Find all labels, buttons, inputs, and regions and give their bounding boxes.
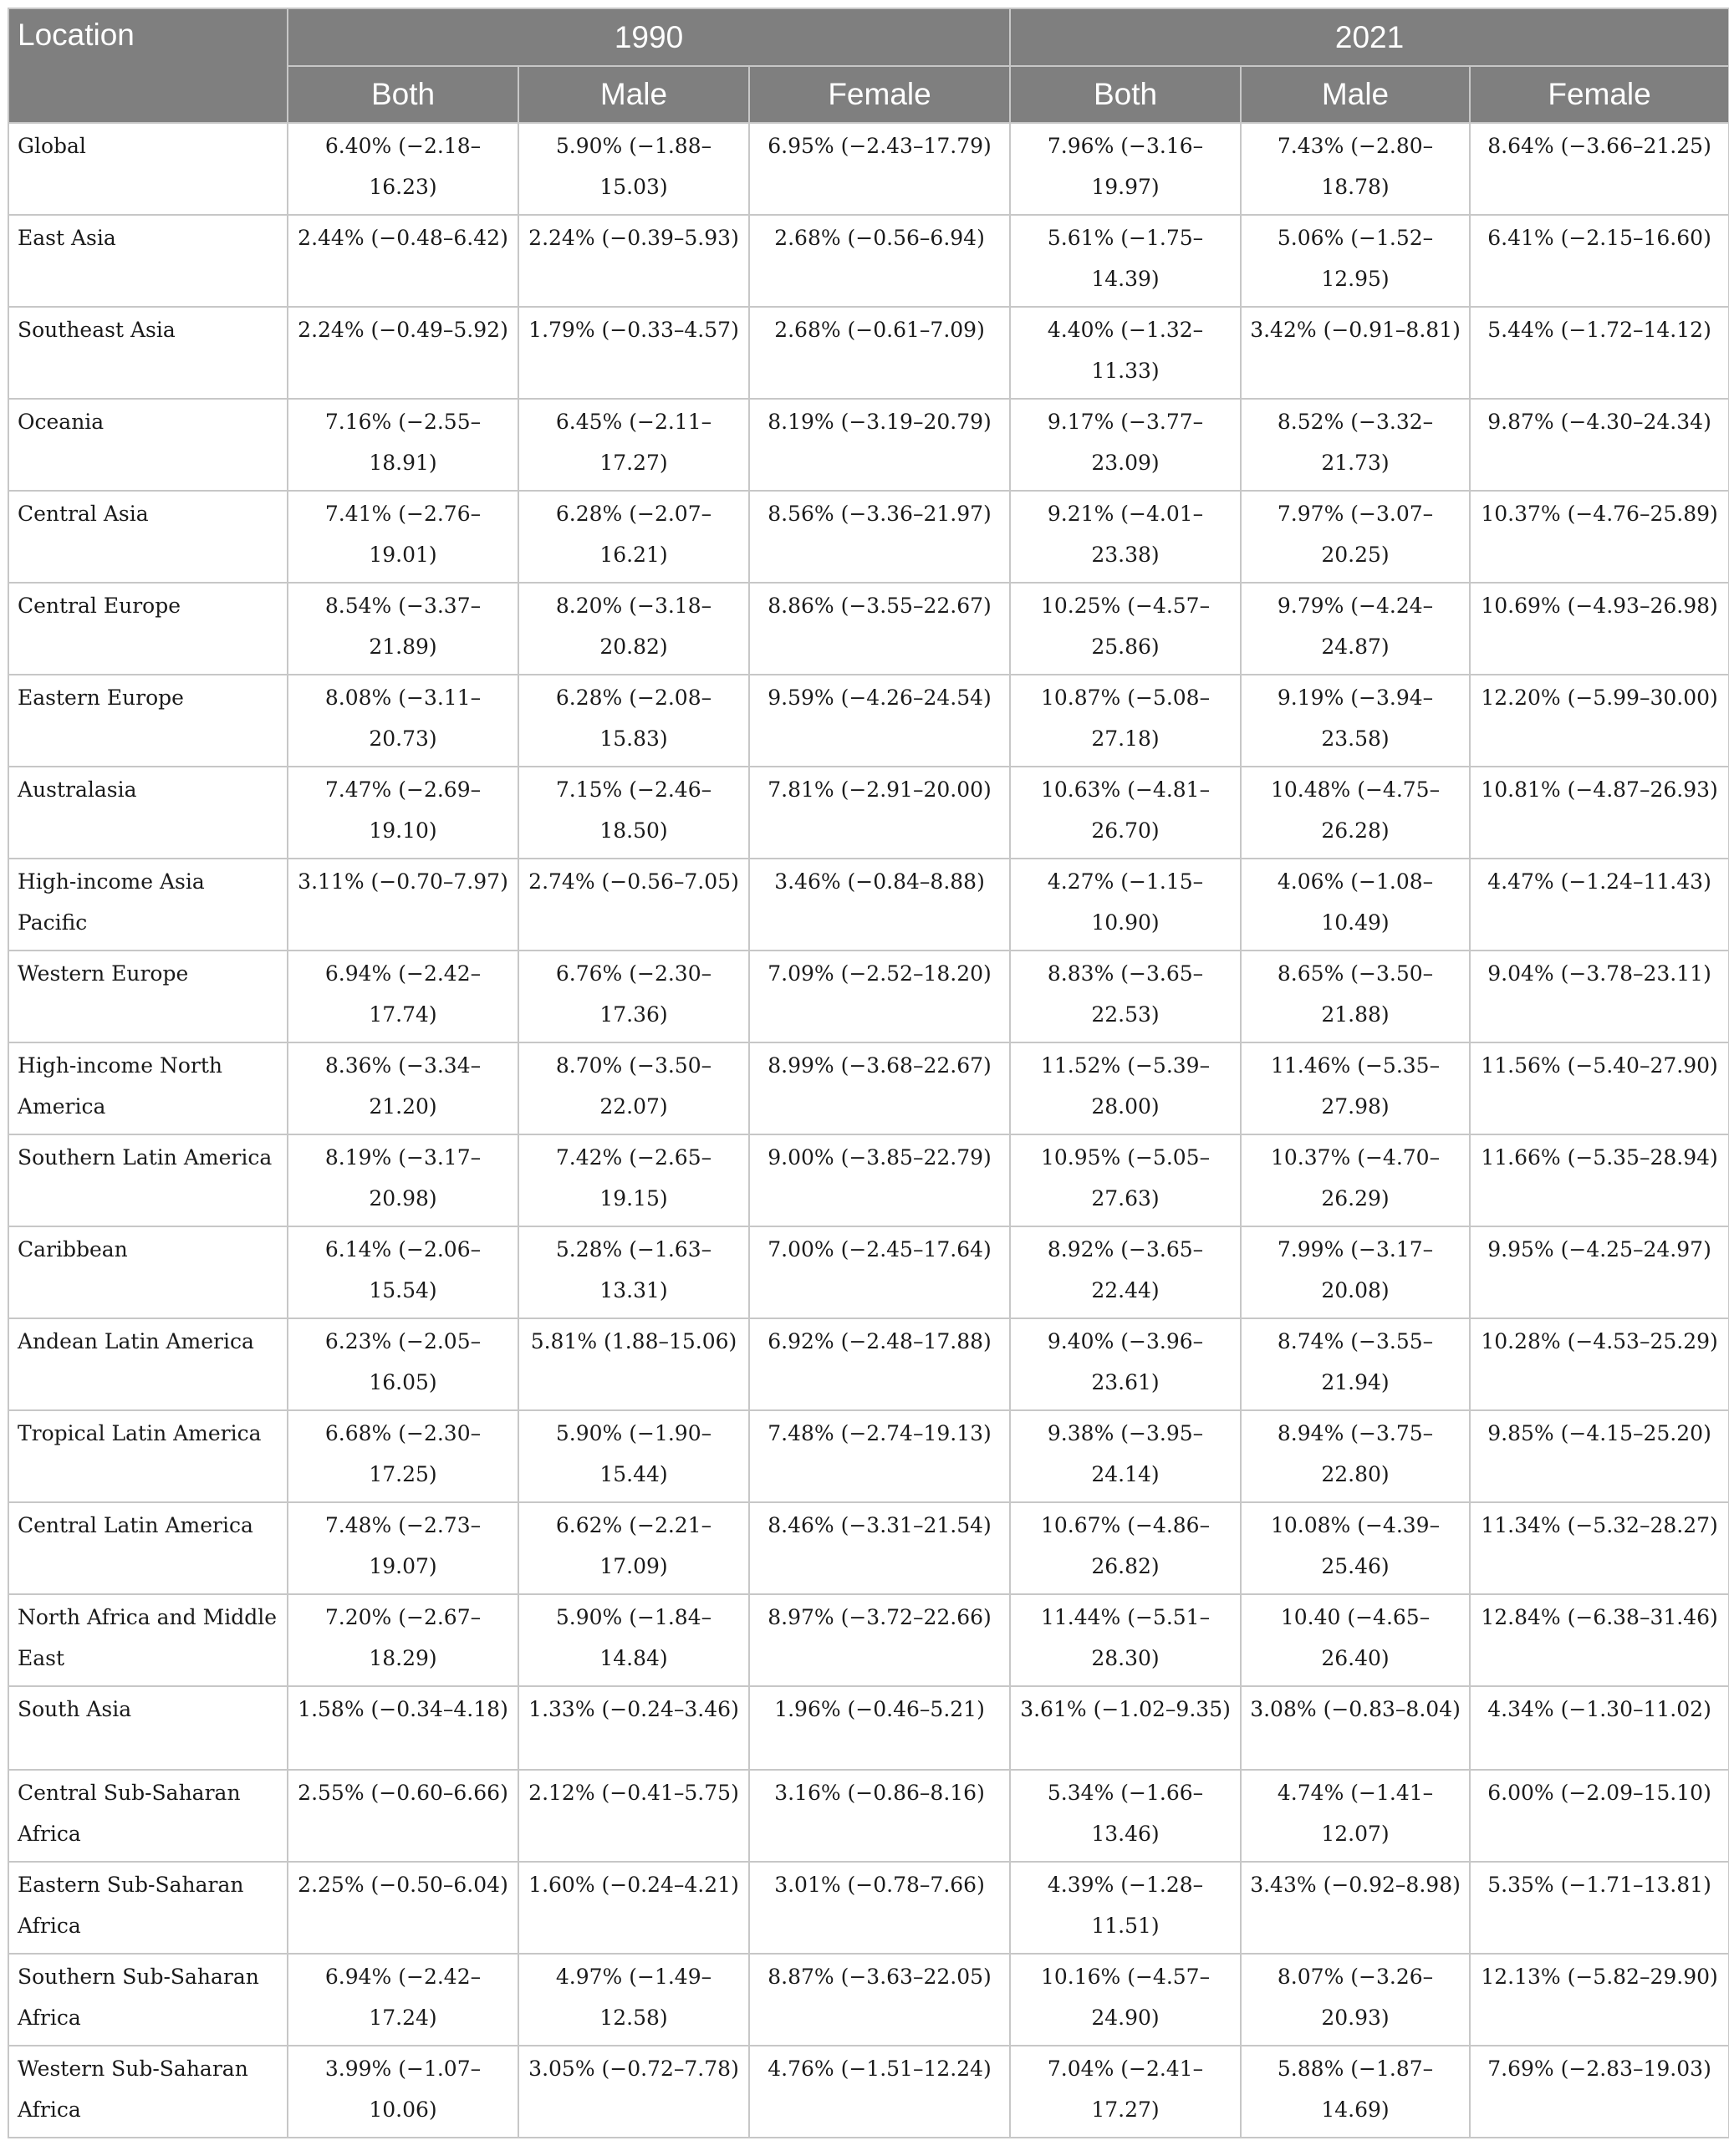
header-1990-male: Male [518, 66, 749, 123]
value-cell: 5.28% (−1.63–13.31) [518, 1226, 749, 1318]
value-cell: 8.87% (−3.63–22.05) [749, 1954, 1010, 2046]
value-cell: 9.04% (−3.78–23.11) [1470, 951, 1729, 1042]
value-cell: 6.68% (−2.30–17.25) [288, 1410, 518, 1502]
value-cell: 8.65% (−3.50–21.88) [1241, 951, 1470, 1042]
value-cell: 2.74% (−0.56–7.05) [518, 859, 749, 951]
table-row [8, 1954, 1729, 2046]
value-cell: 8.08% (−3.11–20.73) [288, 675, 518, 767]
location-cell: Oceania [8, 399, 288, 491]
value-cell: 8.64% (−3.66–21.25) [1470, 123, 1729, 215]
value-cell: 6.92% (−2.48–17.88) [749, 1318, 1010, 1410]
value-cell: 8.52% (−3.32–21.73) [1241, 399, 1470, 491]
value-cell: 10.25% (−4.57–25.86) [1010, 583, 1241, 675]
value-cell: 10.40 (−4.65–26.40) [1241, 1594, 1470, 1686]
location-cell: South Asia [8, 1686, 288, 1770]
value-cell: 10.37% (−4.76–25.89) [1470, 491, 1729, 583]
header-2021-female: Female [1470, 66, 1729, 123]
value-cell: 8.19% (−3.19–20.79) [749, 399, 1010, 491]
value-cell: 1.58% (−0.34–4.18) [288, 1686, 518, 1770]
value-cell: 1.96% (−0.46–5.21) [749, 1686, 1010, 1770]
value-cell: 2.44% (−0.48–6.42) [288, 215, 518, 307]
value-cell: 10.08% (−4.39–25.46) [1241, 1502, 1470, 1594]
value-cell: 4.39% (−1.28–11.51) [1010, 1862, 1241, 1954]
value-cell: 7.99% (−3.17–20.08) [1241, 1226, 1470, 1318]
value-cell: 11.44% (−5.51–28.30) [1010, 1594, 1241, 1686]
value-cell: 2.68% (−0.61–7.09) [749, 307, 1010, 399]
value-cell: 9.17% (−3.77–23.09) [1010, 399, 1241, 491]
value-cell: 6.14% (−2.06–15.54) [288, 1226, 518, 1318]
value-cell: 8.36% (−3.34–21.20) [288, 1042, 518, 1134]
value-cell: 8.83% (−3.65–22.53) [1010, 951, 1241, 1042]
value-cell: 4.34% (−1.30–11.02) [1470, 1686, 1729, 1770]
value-cell: 3.43% (−0.92–8.98) [1241, 1862, 1470, 1954]
header-1990-female: Female [749, 66, 1010, 123]
value-cell: 4.74% (−1.41–12.07) [1241, 1770, 1470, 1862]
table-body [8, 123, 1729, 2138]
table-row [8, 859, 1729, 951]
value-cell: 8.92% (−3.65–22.44) [1010, 1226, 1241, 1318]
value-cell: 5.06% (−1.52–12.95) [1241, 215, 1470, 307]
value-cell: 10.28% (−4.53–25.29) [1470, 1318, 1729, 1410]
value-cell: 7.97% (−3.07–20.25) [1241, 491, 1470, 583]
value-cell: 9.87% (−4.30–24.34) [1470, 399, 1729, 491]
value-cell: 11.52% (−5.39–28.00) [1010, 1042, 1241, 1134]
table-row [8, 1410, 1729, 1502]
value-cell: 8.19% (−3.17–20.98) [288, 1134, 518, 1226]
value-cell: 3.16% (−0.86–8.16) [749, 1770, 1010, 1862]
table-row [8, 399, 1729, 491]
value-cell: 4.97% (−1.49–12.58) [518, 1954, 749, 2046]
value-cell: 2.24% (−0.49–5.92) [288, 307, 518, 399]
location-cell: Western Sub-Saharan Africa [8, 2046, 288, 2138]
table-row [8, 1042, 1729, 1134]
value-cell: 7.00% (−2.45–17.64) [749, 1226, 1010, 1318]
value-cell: 10.16% (−4.57–24.90) [1010, 1954, 1241, 2046]
header-location: Location [8, 8, 288, 123]
table-row [8, 1134, 1729, 1226]
value-cell: 7.09% (−2.52–18.20) [749, 951, 1010, 1042]
table-row [8, 1686, 1729, 1770]
value-cell: 7.41% (−2.76–19.01) [288, 491, 518, 583]
value-cell: 6.00% (−2.09–15.10) [1470, 1770, 1729, 1862]
value-cell: 2.24% (−0.39–5.93) [518, 215, 749, 307]
header-year-2021: 2021 [1010, 8, 1729, 66]
value-cell: 8.70% (−3.50–22.07) [518, 1042, 749, 1134]
value-cell: 5.35% (−1.71–13.81) [1470, 1862, 1729, 1954]
value-cell: 4.47% (−1.24–11.43) [1470, 859, 1729, 951]
location-cell: Southern Sub-Saharan Africa [8, 1954, 288, 2046]
value-cell: 3.08% (−0.83–8.04) [1241, 1686, 1470, 1770]
value-cell: 2.68% (−0.56–6.94) [749, 215, 1010, 307]
value-cell: 7.15% (−2.46–18.50) [518, 767, 749, 859]
table-row [8, 307, 1729, 399]
value-cell: 8.56% (−3.36–21.97) [749, 491, 1010, 583]
table-row [8, 1862, 1729, 1954]
value-cell: 9.40% (−3.96–23.61) [1010, 1318, 1241, 1410]
table-row [8, 675, 1729, 767]
location-cell: Central Latin America [8, 1502, 288, 1594]
value-cell: 10.81% (−4.87–26.93) [1470, 767, 1729, 859]
value-cell: 10.63% (−4.81–26.70) [1010, 767, 1241, 859]
value-cell: 12.20% (−5.99–30.00) [1470, 675, 1729, 767]
value-cell: 7.04% (−2.41–17.27) [1010, 2046, 1241, 2138]
value-cell: 5.90% (−1.88–15.03) [518, 123, 749, 215]
value-cell: 4.40% (−1.32–11.33) [1010, 307, 1241, 399]
value-cell: 2.55% (−0.60–6.66) [288, 1770, 518, 1862]
value-cell: 5.81% (1.88–15.06) [518, 1318, 749, 1410]
value-cell: 7.48% (−2.74–19.13) [749, 1410, 1010, 1502]
value-cell: 8.99% (−3.68–22.67) [749, 1042, 1010, 1134]
table-row [8, 1770, 1729, 1862]
value-cell: 9.85% (−4.15–25.20) [1470, 1410, 1729, 1502]
value-cell: 5.88% (−1.87–14.69) [1241, 2046, 1470, 2138]
value-cell: 8.20% (−3.18–20.82) [518, 583, 749, 675]
value-cell: 1.79% (−0.33–4.57) [518, 307, 749, 399]
location-cell: Eastern Sub-Saharan Africa [8, 1862, 288, 1954]
value-cell: 12.84% (−6.38–31.46) [1470, 1594, 1729, 1686]
value-cell: 3.11% (−0.70–7.97) [288, 859, 518, 951]
location-cell: Southeast Asia [8, 307, 288, 399]
value-cell: 6.94% (−2.42–17.74) [288, 951, 518, 1042]
value-cell: 3.46% (−0.84–8.88) [749, 859, 1010, 951]
value-cell: 10.48% (−4.75–26.28) [1241, 767, 1470, 859]
value-cell: 6.28% (−2.08–15.83) [518, 675, 749, 767]
table-row [8, 951, 1729, 1042]
value-cell: 8.94% (−3.75–22.80) [1241, 1410, 1470, 1502]
value-cell: 9.79% (−4.24–24.87) [1241, 583, 1470, 675]
value-cell: 9.38% (−3.95–24.14) [1010, 1410, 1241, 1502]
location-cell: Australasia [8, 767, 288, 859]
location-cell: High-income North America [8, 1042, 288, 1134]
value-cell: 9.21% (−4.01–23.38) [1010, 491, 1241, 583]
value-cell: 8.46% (−3.31–21.54) [749, 1502, 1010, 1594]
value-cell: 4.27% (−1.15–10.90) [1010, 859, 1241, 951]
value-cell: 11.34% (−5.32–28.27) [1470, 1502, 1729, 1594]
prevalence-table [8, 8, 1729, 2138]
value-cell: 6.62% (−2.21–17.09) [518, 1502, 749, 1594]
value-cell: 3.01% (−0.78–7.66) [749, 1862, 1010, 1954]
location-cell: Central Europe [8, 583, 288, 675]
value-cell: 11.46% (−5.35–27.98) [1241, 1042, 1470, 1134]
value-cell: 3.42% (−0.91–8.81) [1241, 307, 1470, 399]
table-row [8, 1502, 1729, 1594]
location-cell: East Asia [8, 215, 288, 307]
value-cell: 8.86% (−3.55–22.67) [749, 583, 1010, 675]
value-cell: 5.61% (−1.75–14.39) [1010, 215, 1241, 307]
value-cell: 11.56% (−5.40–27.90) [1470, 1042, 1729, 1134]
value-cell: 1.60% (−0.24–4.21) [518, 1862, 749, 1954]
value-cell: 2.12% (−0.41–5.75) [518, 1770, 749, 1862]
location-cell: Central Sub-Saharan Africa [8, 1770, 288, 1862]
table-row [8, 123, 1729, 215]
value-cell: 7.43% (−2.80–18.78) [1241, 123, 1470, 215]
value-cell: 2.25% (−0.50–6.04) [288, 1862, 518, 1954]
value-cell: 7.16% (−2.55–18.91) [288, 399, 518, 491]
value-cell: 9.95% (−4.25–24.97) [1470, 1226, 1729, 1318]
value-cell: 5.90% (−1.90–15.44) [518, 1410, 749, 1502]
value-cell: 6.41% (−2.15–16.60) [1470, 215, 1729, 307]
value-cell: 8.97% (−3.72–22.66) [749, 1594, 1010, 1686]
value-cell: 9.00% (−3.85–22.79) [749, 1134, 1010, 1226]
location-cell: Tropical Latin America [8, 1410, 288, 1502]
value-cell: 6.40% (−2.18–16.23) [288, 123, 518, 215]
location-cell: Western Europe [8, 951, 288, 1042]
value-cell: 5.44% (−1.72–14.12) [1470, 307, 1729, 399]
value-cell: 10.69% (−4.93–26.98) [1470, 583, 1729, 675]
value-cell: 10.95% (−5.05–27.63) [1010, 1134, 1241, 1226]
value-cell: 6.76% (−2.30–17.36) [518, 951, 749, 1042]
value-cell: 7.42% (−2.65–19.15) [518, 1134, 749, 1226]
value-cell: 5.34% (−1.66–13.46) [1010, 1770, 1241, 1862]
value-cell: 12.13% (−5.82–29.90) [1470, 1954, 1729, 2046]
location-cell: Central Asia [8, 491, 288, 583]
location-cell: High-income Asia Pacific [8, 859, 288, 951]
value-cell: 7.81% (−2.91–20.00) [749, 767, 1010, 859]
table-row [8, 2046, 1729, 2138]
value-cell: 6.45% (−2.11–17.27) [518, 399, 749, 491]
value-cell: 3.61% (−1.02–9.35) [1010, 1686, 1241, 1770]
table-row [8, 767, 1729, 859]
value-cell: 6.95% (−2.43–17.79) [749, 123, 1010, 215]
table-row [8, 583, 1729, 675]
location-cell: Southern Latin America [8, 1134, 288, 1226]
location-cell: North Africa and Middle East [8, 1594, 288, 1686]
header-2021-male: Male [1241, 66, 1470, 123]
value-cell: 3.05% (−0.72–7.78) [518, 2046, 749, 2138]
header-1990-both: Both [288, 66, 518, 123]
table-row [8, 491, 1729, 583]
value-cell: 4.76% (−1.51–12.24) [749, 2046, 1010, 2138]
value-cell: 8.54% (−3.37–21.89) [288, 583, 518, 675]
value-cell: 8.74% (−3.55–21.94) [1241, 1318, 1470, 1410]
value-cell: 5.90% (−1.84–14.84) [518, 1594, 749, 1686]
value-cell: 3.99% (−1.07–10.06) [288, 2046, 518, 2138]
value-cell: 4.06% (−1.08–10.49) [1241, 859, 1470, 951]
header-year-1990: 1990 [288, 8, 1010, 66]
value-cell: 9.59% (−4.26–24.54) [749, 675, 1010, 767]
value-cell: 7.20% (−2.67–18.29) [288, 1594, 518, 1686]
location-cell: Caribbean [8, 1226, 288, 1318]
location-cell: Global [8, 123, 288, 215]
value-cell: 7.96% (−3.16–19.97) [1010, 123, 1241, 215]
value-cell: 11.66% (−5.35–28.94) [1470, 1134, 1729, 1226]
value-cell: 9.19% (−3.94–23.58) [1241, 675, 1470, 767]
value-cell: 6.28% (−2.07–16.21) [518, 491, 749, 583]
value-cell: 8.07% (−3.26–20.93) [1241, 1954, 1470, 2046]
header-2021-both: Both [1010, 66, 1241, 123]
location-cell: Andean Latin America [8, 1318, 288, 1410]
value-cell: 7.69% (−2.83–19.03) [1470, 2046, 1729, 2138]
value-cell: 10.87% (−5.08–27.18) [1010, 675, 1241, 767]
table-row [8, 215, 1729, 307]
table-row [8, 1594, 1729, 1686]
value-cell: 10.67% (−4.86–26.82) [1010, 1502, 1241, 1594]
table-row [8, 1226, 1729, 1318]
value-cell: 10.37% (−4.70–26.29) [1241, 1134, 1470, 1226]
value-cell: 7.48% (−2.73–19.07) [288, 1502, 518, 1594]
table-row [8, 1318, 1729, 1410]
value-cell: 1.33% (−0.24–3.46) [518, 1686, 749, 1770]
value-cell: 6.94% (−2.42–17.24) [288, 1954, 518, 2046]
value-cell: 7.47% (−2.69–19.10) [288, 767, 518, 859]
location-cell: Eastern Europe [8, 675, 288, 767]
value-cell: 6.23% (−2.05–16.05) [288, 1318, 518, 1410]
